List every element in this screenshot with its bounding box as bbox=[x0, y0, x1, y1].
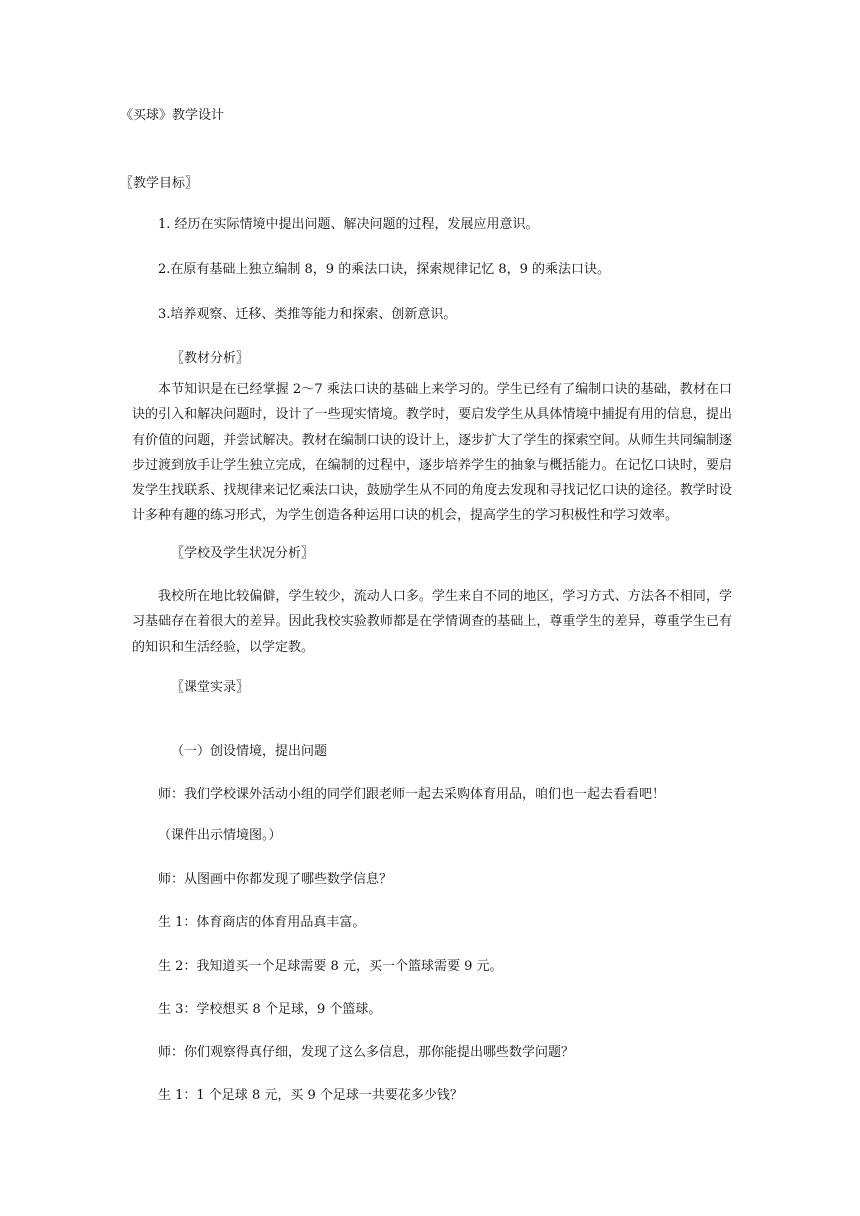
document-title: 《买球》教学设计 bbox=[120, 108, 225, 123]
dialogue-line: 师：我们学校课外活动小组的同学们跟老师一起去采购体育用品，咱们也一起去看看吧！ bbox=[158, 787, 666, 802]
school-heading: 〖学校及学生状况分析〗 bbox=[171, 546, 315, 561]
materials-paragraph: 本节知识是在已经掌握 2～7 乘法口诀的基础上来学习的。学生已经有了编制口诀的基础，教材在口诀的引入和解决问题时，设计了一些现实情境。教学时，要启发学生从具体情境中捕捉有用的信息，提出有价值的问题，并尝试解决。教材在编制口诀的设计上，逐步扩大了学生的探索空间。从师生共同编制逐步过渡到放手让学生独立完成，在编制的过程中，逐步培养学生的抽象与概括能力。在记忆口诀时，要启发学生找联系、找规律来记忆乘法口诀，鼓励学生从不同的角度去发现和寻找记忆口诀的途径。教学时设计多种有趣的练习形式，为学生创造各种运用口诀的机会，提高学生的学习积极性和学习效率。 bbox=[132, 382, 732, 524]
materials-heading: 〖教材分析〗 bbox=[171, 351, 250, 366]
dialogue-line: 师：从图画中你都发现了哪些数学信息？ bbox=[158, 872, 393, 887]
objective-item-2: 2.在原有基础上独立编制 8，9 的乘法口诀，探索规律记忆 8，9 的乘法口诀。 bbox=[158, 262, 611, 277]
dialogue-line: 生 2：我知道买一个足球需要 8 元，买一个篮球需要 9 元。 bbox=[158, 959, 503, 974]
dialogue-line: 生 1：1 个足球 8 元，买 9 个足球一共要花多少钱？ bbox=[158, 1088, 463, 1103]
objective-item-1: 1. 经历在实际情境中提出问题、解决问题的过程，发展应用意识。 bbox=[158, 217, 539, 232]
dialogue-line: （课件出示情境图。） bbox=[158, 828, 282, 843]
objectives-heading: 〖教学目标〗 bbox=[120, 176, 199, 191]
dialogue-line: 生 1：体育商店的体育用品真丰富。 bbox=[158, 915, 366, 930]
objective-item-3: 3.培养观察、迁移、类推等能力和探索、创新意识。 bbox=[158, 307, 457, 322]
school-paragraph: 我校所在地比较偏僻，学生较少，流动人口多。学生来自不同的地区，学习方式、方法各不相同，学习基础存在着很大的差异。因此我校实验教师都是在学情调查的基础上，尊重学生的差异，尊重学生已有的知识和生活经验，以学定教。 bbox=[132, 589, 732, 655]
dialogue-line: 师：你们观察得真仔细，发现了这么多信息，那你能提出哪些数学问题？ bbox=[158, 1045, 575, 1060]
dialogue-line: 生 3：学校想买 8 个足球，9 个篮球。 bbox=[158, 1002, 382, 1017]
record-subheading: （一）创设情境，提出问题 bbox=[171, 744, 328, 759]
record-heading: 〖课堂实录〗 bbox=[171, 680, 250, 695]
